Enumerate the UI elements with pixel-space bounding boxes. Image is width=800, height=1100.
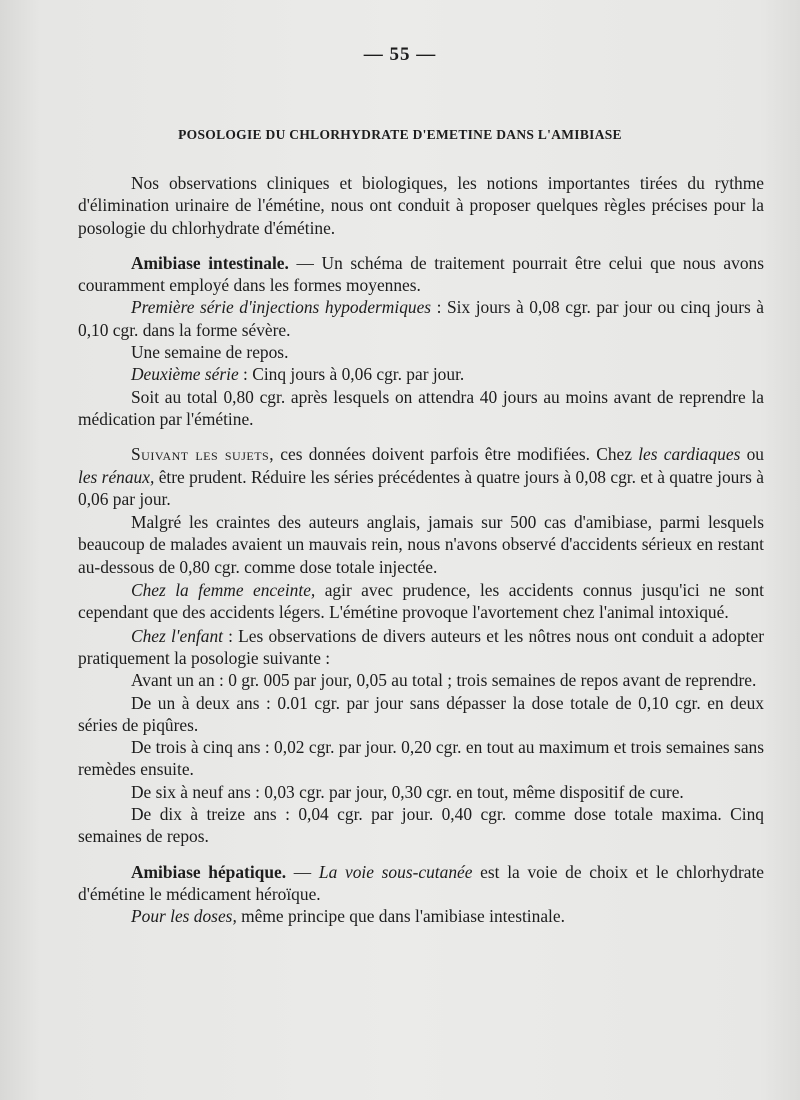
paragraph-intro [78,172,764,239]
paragraph-six-a-neuf [78,781,764,803]
paragraph-text: : Six jours à 0,08 cgr. par jour ou cinq jours à 0,10 cgr. dans la forme sévère. [78,297,764,340]
paragraph-amibiase-intestinale [78,252,764,297]
body-text [78,172,764,928]
paragraph-text: même principe que dans l'amibiase intestinale. [236,906,565,927]
paragraph-premiere-serie [78,296,764,341]
paragraph-text: Nos observations cliniques et biologiques, les notions importantes tirées du rythme d'élimination urinaire de l'émétine, nous ont conduit à proposer quelques règles précises pour la posologie du chlorhydrate d'émétine. [78,173,764,238]
paragraph-text: Soit au total 0,80 cgr. après lesquels on attendra 40 jours au moins avant de reprendre la médication par l'émétine. [78,386,764,429]
paragraph-amibiase-hepatique [78,861,764,906]
italic-lead: Pour les doses, [131,906,237,927]
paragraph-enfant [78,625,764,670]
italic-lead: Chez la femme enceinte, [131,580,316,601]
paragraph-text: Malgré les craintes des auteurs anglais, jamais sur 500 cas d'amibiase, parmi lesquels beaucoup de malades avaient un mauvais rein, nous n'avons observé d'accidents sérieux en restant au-dessous de 0,80 cgr. comme dose totale injectée. [78,512,764,577]
paragraph-text: être prudent. Réduire les séries précédentes à quatre jours à 0,08 cgr. et à quatre jours à 0,06 par jour. [78,466,764,509]
paragraph-suivant-sujets [78,443,764,510]
paragraph-doses [78,905,764,927]
italic-text: les rénaux, [78,466,155,487]
paragraph-trois-a-cinq [78,736,764,781]
paragraph-text: Une semaine de repos. [131,342,289,363]
paragraph-deuxieme-serie [78,363,764,385]
heading-inline: Amibiase intestinale. [131,252,289,273]
section-title: POSOLOGIE DU CHLORHYDRATE D'EMETINE DANS L'AMIBIASE [178,127,622,142]
paragraph-text: agir avec prudence, les accidents connus jusqu'ici ne sont cependant que des accidents légers. L'émétine provoque l'avortement chez l'animal intoxiqué. [78,580,764,623]
page-number: — 55 — [363,44,437,65]
paragraph-avant-un-an [78,669,764,691]
paragraph-text: De six à neuf ans : 0,03 cgr. par jour, 0,30 cgr. en tout, même dispositif de cure. [131,781,684,802]
paragraph-text: : Cinq jours à 0,06 cgr. par jour. [238,364,465,385]
paragraph-dix-a-treize [78,803,764,848]
paragraph-craintes [78,511,764,578]
paragraph-text: : Les observations de divers auteurs et les nôtres nous ont conduit a adopter pratiquement la posologie suivante : [78,625,764,668]
paragraph-text: De dix à treize ans : 0,04 cgr. par jour. 0,40 cgr. comme dose totale maxima. Cinq semaines de repos. [78,804,764,847]
italic-lead: Deuxième série [131,364,239,385]
paragraph-text: ou [740,444,764,465]
paragraph-femme-enceinte [78,579,764,624]
small-caps-lead: Suivant les sujets, [131,444,275,465]
paragraph-text: — [286,861,319,882]
paragraph-un-a-deux [78,692,764,737]
paragraph-repos [78,341,764,363]
italic-text: La voie sous-cutanée [318,861,473,882]
heading-inline: Amibiase hépatique. [131,861,287,882]
italic-lead: Chez l'enfant [131,625,223,646]
paragraph-text: est la voie de choix et le chlorhydrate d'émétine le médicament héroïque. [78,861,765,904]
paragraph-text: — Un schéma de traitement pourrait être celui que nous avons couramment employé dans les formes moyennes. [78,252,764,296]
italic-text: les cardiaques [638,444,741,465]
paragraph-total [78,386,764,431]
paragraph-text: De trois à cinq ans : 0,02 cgr. par jour. 0,20 cgr. en tout au maximum et trois semaines sans remèdes ensuite. [78,737,764,780]
paragraph-text: Avant un an : 0 gr. 005 par jour, 0,05 au total ; trois semaines de repos avant de reprendre. [131,670,757,691]
italic-lead: Première série d'injections hypodermiques [131,297,432,318]
paragraph-text: De un à deux ans : 0.01 cgr. par jour sans dépasser la dose totale de 0,10 cgr. en deux séries de piqûres. [78,692,764,735]
paragraph-text: ces données doivent parfois être modifiées. Chez [274,444,639,465]
